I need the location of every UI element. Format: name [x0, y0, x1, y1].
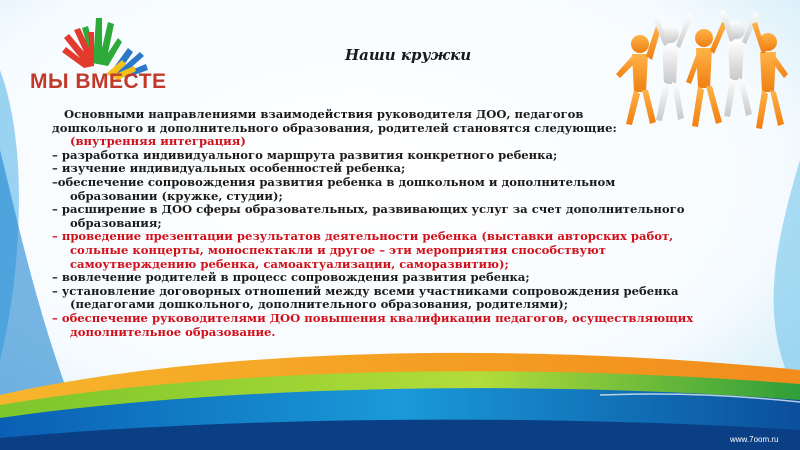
list-item: – обеспечение руководителями ДОО повышения квалификации педагогов, осуществляющих — [52, 310, 694, 325]
list-item: образовании (кружке, студии); — [70, 188, 283, 203]
main-text — [52, 108, 772, 339]
list-item: – расширение в ДОО сферы образовательных, развивающих услуг за счет дополнительного — [52, 202, 685, 217]
intro-line-3: (внутренняя интеграция) — [70, 134, 246, 149]
list-item: самоутверждению ребенка, самоактуализации, саморазвитию); — [70, 256, 509, 271]
site-url: www.7oom.ru — [730, 435, 779, 444]
list-item: сольные концерты, моноспектакли и другое – эти мероприятия способствуют — [70, 242, 606, 257]
list-item: –обеспечение сопровождения развития ребенка в дошкольном и дополнительном — [52, 174, 616, 189]
list-item: – установление договорных отношений между всеми участниками сопровождения ребенка — [52, 283, 679, 298]
logo-text: МЫ ВМЕСТЕ — [30, 70, 167, 93]
intro-line-1: Основными направлениями взаимодействия руководителя ДОО, педагогов — [64, 107, 584, 121]
list-item: образования; — [70, 215, 162, 230]
intro-line-2: дошкольного и дополнительного образования, родителей становятся следующие: — [52, 120, 617, 135]
list-item: (педагогами дошкольного, дополнительного образования, родителями); — [70, 297, 568, 312]
list-item: – разработка индивидуального маршрута развития конкретного ребенка; — [52, 147, 558, 162]
list-item: – проведение презентации результатов деятельности ребенка (выставки авторских работ, — [52, 229, 674, 244]
list-item: дополнительное образование. — [70, 324, 276, 339]
list-item: – изучение индивидуальных особенностей ребенка; — [52, 161, 406, 176]
page-title: Наши кружки — [345, 46, 472, 64]
list-item: – вовлечение родителей в процесс сопровождения развития ребенка; — [52, 270, 530, 285]
